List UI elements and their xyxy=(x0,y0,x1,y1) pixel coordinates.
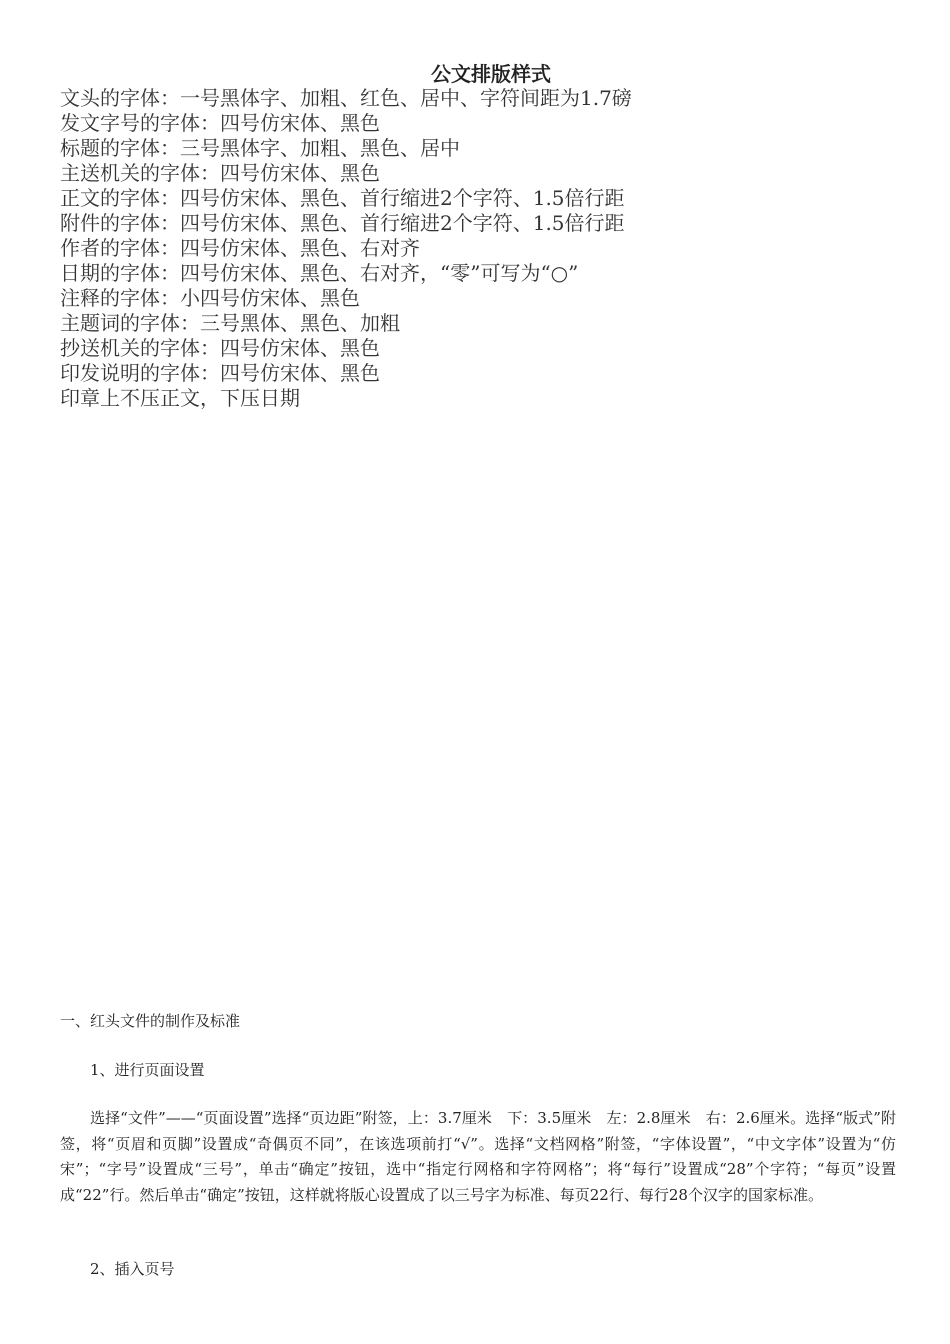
step1-body: 选择“文件”——“页面设置”选择“页边距”附签，上：3.7厘米 下：3.5厘米 左：2.8厘米 右：2.6厘米。选择“版式”附签，将“页眉和页脚”设置成“奇偶页不同”，在该选项前打“√”。选择“文档网格”附签，“字体设置”，“中文字体”设置为“仿宋”；“字号”设置成“三号”，单击“确定”按钮，选中“指定行网格和字符网格”；将“每行”设置成“28”个字符；“每页”设置成“22”行。然后单击“确定”按钮，这样就将版心设置成了以三号字为标准、每页22行、每行28个汉字的国家标准。 xyxy=(60,1109,896,1204)
font-spec-list xyxy=(60,86,920,411)
document-title: 公文排版样式 xyxy=(431,62,551,86)
spec-line: 作者的字体：四号仿宋体、黑色、右对齐 xyxy=(60,236,420,260)
step1-heading: 1、进行页面设置 xyxy=(90,1061,205,1079)
step2-heading: 2、插入页号 xyxy=(90,1260,175,1278)
spec-line: 注释的字体：小四号仿宋体、黑色 xyxy=(60,286,360,310)
spec-line: 印章上不压正文，下压日期 xyxy=(60,386,300,410)
spec-line: 日期的字体：四号仿宋体、黑色、右对齐，“零”可写为“○” xyxy=(60,261,579,285)
spec-line: 主送机关的字体：四号仿宋体、黑色 xyxy=(60,161,380,185)
spec-line: 发文字号的字体：四号仿宋体、黑色 xyxy=(60,111,380,135)
spec-line: 文头的字体：一号黑体字、加粗、红色、居中、字符间距为1.7磅 xyxy=(60,86,632,110)
spec-line: 正文的字体：四号仿宋体、黑色、首行缩进2个字符、1.5倍行距 xyxy=(60,186,625,210)
spec-line: 主题词的字体：三号黑体、黑色、加粗 xyxy=(60,311,400,335)
section-heading: 一、红头文件的制作及标准 xyxy=(60,1012,241,1030)
spec-line: 标题的字体：三号黑体字、加粗、黑色、居中 xyxy=(60,136,460,160)
spec-line: 附件的字体：四号仿宋体、黑色、首行缩进2个字符、1.5倍行距 xyxy=(60,211,625,235)
spec-line: 抄送机关的字体：四号仿宋体、黑色 xyxy=(60,336,380,360)
spec-line: 印发说明的字体：四号仿宋体、黑色 xyxy=(60,361,380,385)
